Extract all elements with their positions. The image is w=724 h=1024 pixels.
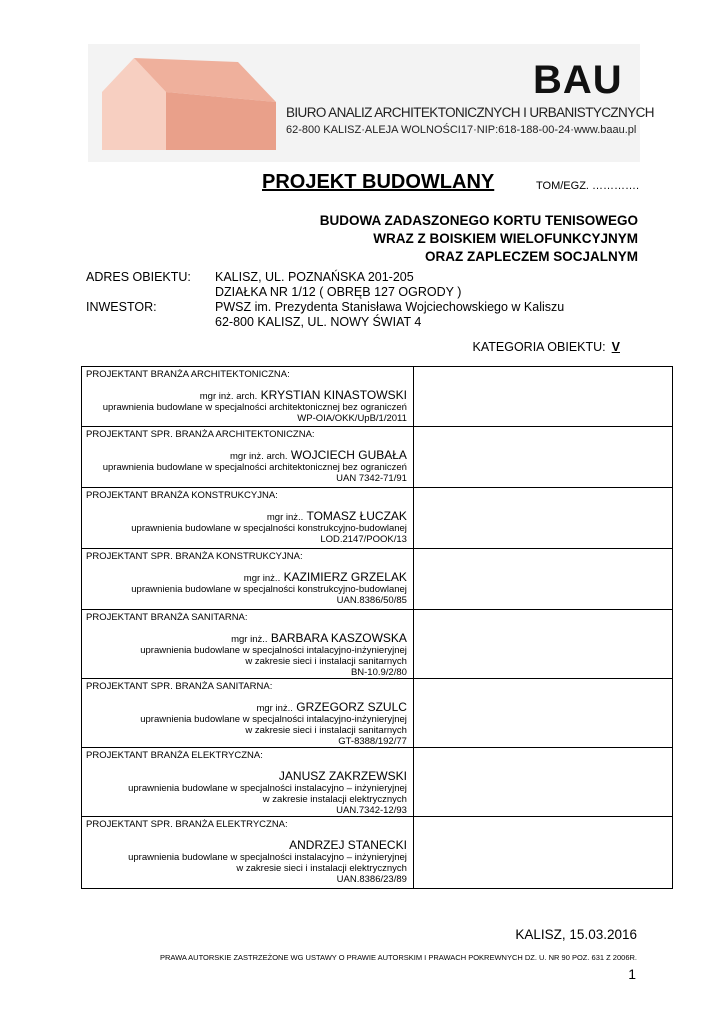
signature-cell <box>413 367 672 427</box>
license-line: w zakresie instalacji elektrycznych <box>262 794 407 805</box>
subtitle-line: WRAZ Z BOISKIEM WIELOFUNKCYJNYM <box>373 231 638 246</box>
signature-cell <box>413 549 672 610</box>
designer-details-cell <box>82 367 414 427</box>
designer-row <box>82 549 673 610</box>
address-line: KALISZ, UL. POZNAŃSKA 201-205 <box>215 270 414 284</box>
license-line: LOD.2147/POOK/13 <box>320 534 407 545</box>
license-line: uprawnienia budowlane w specjalności instalacyjno – inżynieryjnej <box>128 783 407 794</box>
parcel-line: DZIAŁKA NR 1/12 ( OBRĘB 127 OGRODY ) <box>215 285 462 299</box>
object-category <box>473 340 620 354</box>
license-line: uprawnienia budowlane w specjalności architektonicznej bez ograniczeń <box>102 462 407 473</box>
designer-details-cell <box>82 549 414 610</box>
designer-details-cell <box>82 427 414 488</box>
page-number: 1 <box>628 966 636 982</box>
designer-details-cell <box>82 679 414 748</box>
investor-line: PWSZ im. Prezydenta Stanisława Wojciechowskiego w Kaliszu <box>215 300 565 314</box>
signature-cell <box>413 817 672 889</box>
designer-title: mgr inż.. <box>231 634 268 645</box>
license-line: UAN.7342-12/93 <box>336 805 407 816</box>
designer-name: JANUSZ ZAKRZEWSKI <box>278 769 407 783</box>
designer-name: ANDRZEJ STANECKI <box>289 838 407 852</box>
subtitle-line: ORAZ ZAPLECZEM SOCJALNYM <box>424 249 638 264</box>
designer-role: PROJEKTANT BRANŻA SANITARNA: <box>86 612 248 623</box>
designer-title: mgr inż.. <box>243 573 281 584</box>
signature-cell <box>413 679 672 748</box>
designer-name: KRYSTIAN KINASTOWSKI <box>260 388 407 402</box>
document-title: PROJEKT BUDOWLANY <box>262 171 495 193</box>
designer-row <box>82 817 673 889</box>
designer-role: PROJEKTANT BRANŻA ARCHITEKTONICZNA: <box>86 369 290 380</box>
designer-role: PROJEKTANT SPR. BRANŻA KONSTRUKCYJNA: <box>86 551 303 562</box>
designers-table <box>81 366 673 889</box>
license-line: uprawnienia budowlane w specjalności instalacyjno – inżynieryjnej <box>128 852 407 863</box>
designer-name: GRZEGORZ SZULC <box>296 700 407 714</box>
category-value: V <box>611 340 620 354</box>
designer-name: WOJCIECH GUBAŁA <box>290 448 407 462</box>
license-line: uprawnienia budowlane w specjalności intalacyjno-inżynieryjnej <box>140 714 407 725</box>
signature-cell <box>413 610 672 679</box>
designer-name: KAZIMIERZ GRZELAK <box>283 570 407 584</box>
license-line: UAN 7342-71/91 <box>336 473 407 484</box>
license-line: UAN.8386/50/85 <box>336 595 407 606</box>
category-label: KATEGORIA OBIEKTU: <box>472 340 606 354</box>
designer-row <box>82 610 673 679</box>
designer-role: PROJEKTANT BRANŻA ELEKTRYCZNA: <box>86 750 263 761</box>
investor-address-line: 62-800 KALISZ, UL. NOWY ŚWIAT 4 <box>215 315 422 329</box>
license-line: uprawnienia budowlane w specjalności architektonicznej bez ograniczeń <box>102 402 407 413</box>
designer-title: mgr inż.. <box>266 512 304 523</box>
designer-role: PROJEKTANT BRANŻA KONSTRUKCYJNA: <box>86 490 278 501</box>
designer-details-cell <box>82 817 414 889</box>
license-line: BN-10.9/2/80 <box>350 667 407 678</box>
license-line: uprawnienia budowlane w specjalności intalacyjno-inżynieryjnej <box>140 645 407 656</box>
place-date: KALISZ, 15.03.2016 <box>515 927 637 942</box>
license-line: w zakresie sieci i instalacji sanitarnych <box>245 656 407 667</box>
designer-details-cell <box>82 748 414 817</box>
signature-cell <box>413 488 672 549</box>
designer-title: mgr inż.. <box>256 703 293 714</box>
designer-role: PROJEKTANT SPR. BRANŻA SANITARNA: <box>86 681 273 692</box>
subtitle-line: BUDOWA ZADASZONEGO KORTU TENISOWEGO <box>319 213 638 228</box>
designer-name: BARBARA KASZOWSKA <box>270 631 407 645</box>
designer-row <box>82 488 673 549</box>
designer-row <box>82 748 673 817</box>
office-name: BIURO ANALIZ ARCHITEKTONICZNYCH I URBANISTYCZNYCH <box>286 105 654 120</box>
license-line: uprawnienia budowlane w specjalności konstrukcyjno-budowlanej <box>131 584 407 595</box>
bau-logo: BAU <box>533 58 623 102</box>
license-line: GT-8388/192/77 <box>338 736 407 747</box>
license-line: uprawnienia budowlane w specjalności konstrukcyjno-budowlanej <box>131 523 407 534</box>
license-line: UAN.8386/23/89 <box>336 874 407 885</box>
house-logo-icon <box>98 52 283 157</box>
designer-row <box>82 427 673 488</box>
designer-details-cell <box>82 610 414 679</box>
office-address: 62-800 KALISZ·ALEJA WOLNOŚCI17·NIP:618-188-00-24·www.baau.pl <box>286 124 637 136</box>
license-line: WP-OIA/OKK/UpB/1/2011 <box>297 413 407 424</box>
designer-title: mgr inż. arch. <box>230 451 288 462</box>
copyright-notice: PRAWA AUTORSKIE ZASTRZEŻONE WG USTAWY O PRAWIE AUTORSKIM I PRAWACH POKREWNYCH DZ. U. NR 90 POZ. 631 Z 2006R. <box>159 953 637 962</box>
investor-label: INWESTOR: <box>86 300 157 314</box>
designer-title: mgr inż. arch. <box>199 391 258 402</box>
license-line: w zakresie sieci i instalacji elektrycznych <box>236 863 407 874</box>
license-line: w zakresie sieci i instalacji sanitarnych <box>245 725 407 736</box>
address-label: ADRES OBIEKTU: <box>86 270 191 284</box>
volume-copy-field: TOM/EGZ. …………. <box>536 180 640 192</box>
signature-cell <box>413 748 672 817</box>
designer-name: TOMASZ ŁUCZAK <box>306 509 407 523</box>
designer-details-cell <box>82 488 414 549</box>
designer-row <box>82 679 673 748</box>
designer-role: PROJEKTANT SPR. BRANŻA ELEKTRYCZNA: <box>86 819 288 830</box>
designer-role: PROJEKTANT SPR. BRANŻA ARCHITEKTONICZNA: <box>86 429 315 440</box>
designer-row <box>82 367 673 427</box>
project-subtitle <box>320 212 638 266</box>
signature-cell <box>413 427 672 488</box>
